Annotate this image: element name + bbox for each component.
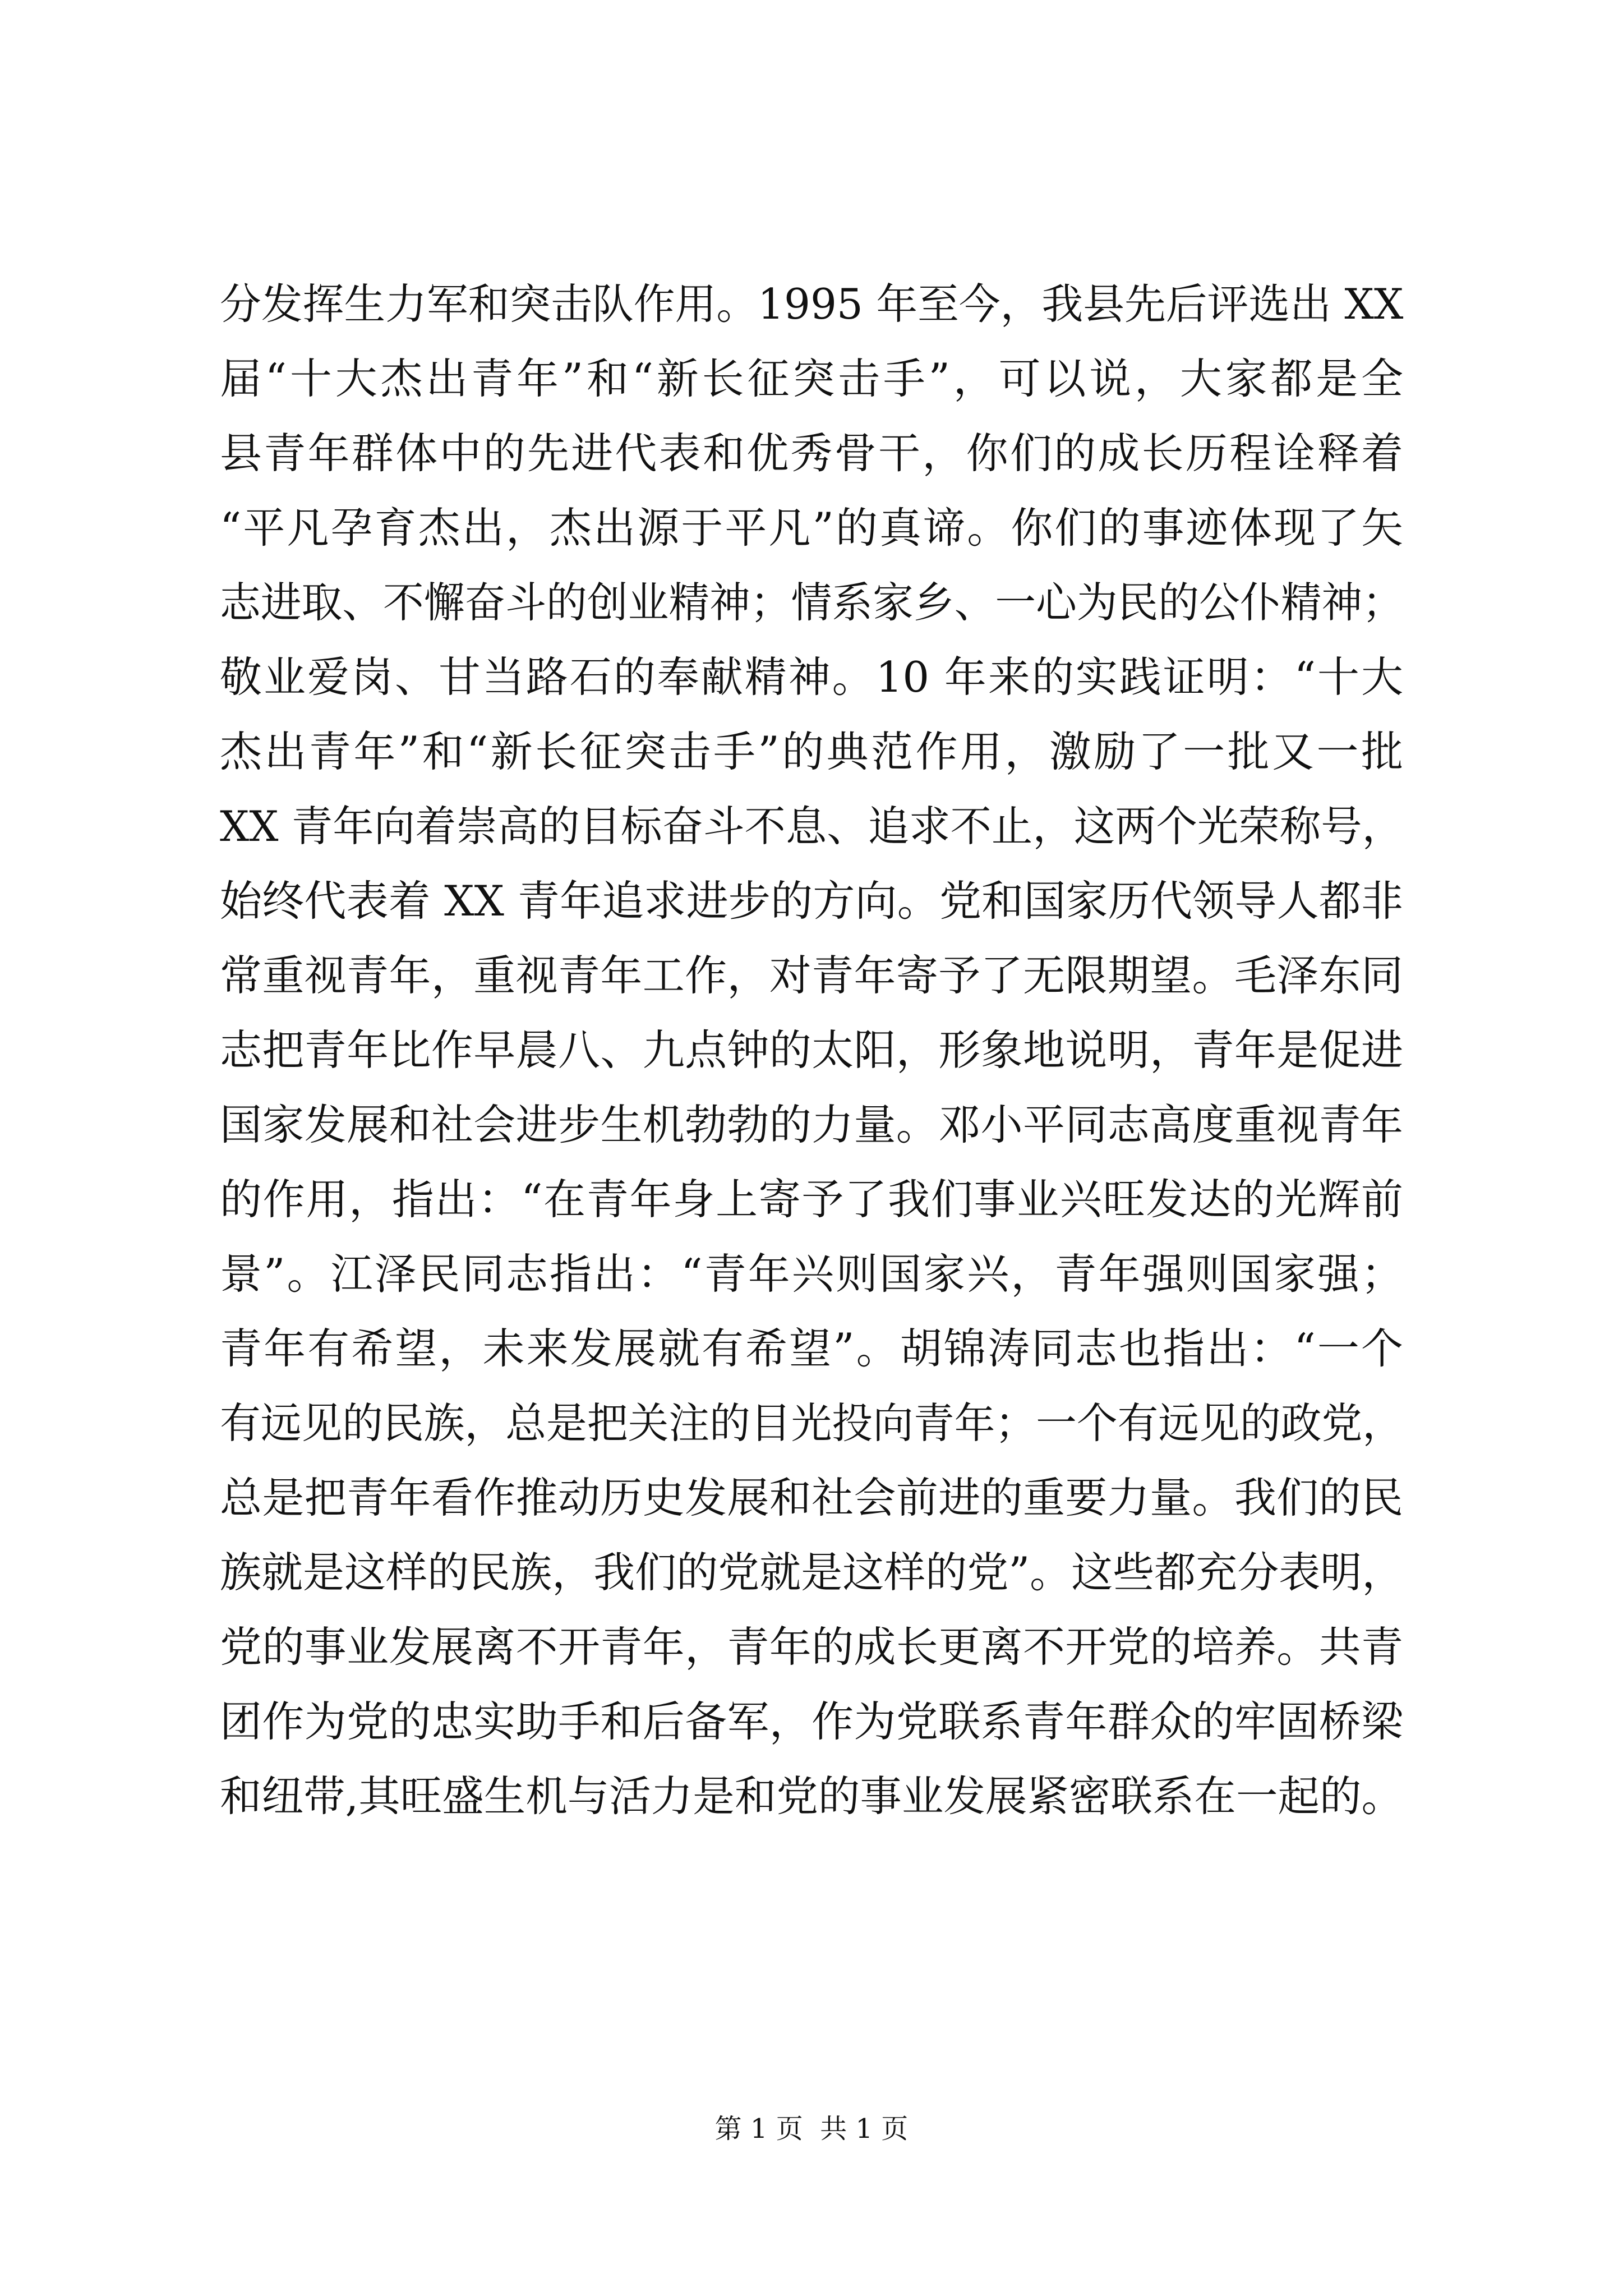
text-line: 有远见的民族，总是把关注的目光投向青年；一个有远见的政党， xyxy=(220,1398,1403,1448)
body-text xyxy=(220,267,1403,1834)
text-line: 族就是这样的民族，我们的党就是这样的党”。这些都充分表明， xyxy=(220,1548,1404,1597)
text-line: 和纽带,其旺盛生机与活力是和党的事业发展紧密联系在一起的。 xyxy=(220,1772,1403,1821)
text-line: 青年有希望，未来发展就有希望”。胡锦涛同志也指出：“一个 xyxy=(220,1324,1403,1373)
text-line: 国家发展和社会进步生机勃勃的力量。邓小平同志高度重视青年 xyxy=(220,1100,1403,1149)
text-line: 志把青年比作早晨八、九点钟的太阳，形象地说明，青年是促进 xyxy=(220,1025,1403,1075)
text-line: 始终代表着 XX 青年追求进步的方向。党和国家历代领导人都非 xyxy=(220,876,1403,926)
text-line: 县青年群体中的先进代表和优秀骨干，你们的成长历程诠释着 xyxy=(220,429,1403,478)
text-line: XX 青年向着崇高的目标奋斗不息、追求不止，这两个光荣称号， xyxy=(220,802,1404,851)
text-line: 常重视青年，重视青年工作，对青年寄予了无限期望。毛泽东同 xyxy=(220,951,1403,1000)
text-line: 志进取、不懈奋斗的创业精神；情系家乡、一心为民的公仆精神； xyxy=(220,578,1403,627)
text-line: “平凡孕育杰出，杰出源于平凡”的真谛。你们的事迹体现了矢 xyxy=(220,503,1403,553)
text-line: 分发挥生力军和突击队作用。1995 年至今，我县先后评选出 XX xyxy=(220,279,1404,329)
text-line: 党的事业发展离不开青年，青年的成长更离不开党的培养。共青 xyxy=(220,1622,1403,1672)
page-footer: 第 1 页 共 1 页 xyxy=(714,2113,909,2145)
text-line: 的作用，指出：“在青年身上寄予了我们事业兴旺发达的光辉前 xyxy=(220,1175,1403,1224)
text-line: 敬业爱岗、甘当路石的奉献精神。10 年来的实践证明：“十大 xyxy=(220,652,1403,702)
text-line: 届“十大杰出青年”和“新长征突击手”，可以说，大家都是全 xyxy=(220,354,1403,403)
text-line: 团作为党的忠实助手和后备军，作为党联系青年群众的牢固桥梁 xyxy=(220,1697,1403,1746)
text-line: 杰出青年”和“新长征突击手”的典范作用，激励了一批又一批 xyxy=(220,727,1403,776)
text-line: 景”。江泽民同志指出：“青年兴则国家兴，青年强则国家强； xyxy=(220,1249,1403,1299)
text-line: 总是把青年看作推动历史发展和社会前进的重要力量。我们的民 xyxy=(220,1473,1403,1522)
